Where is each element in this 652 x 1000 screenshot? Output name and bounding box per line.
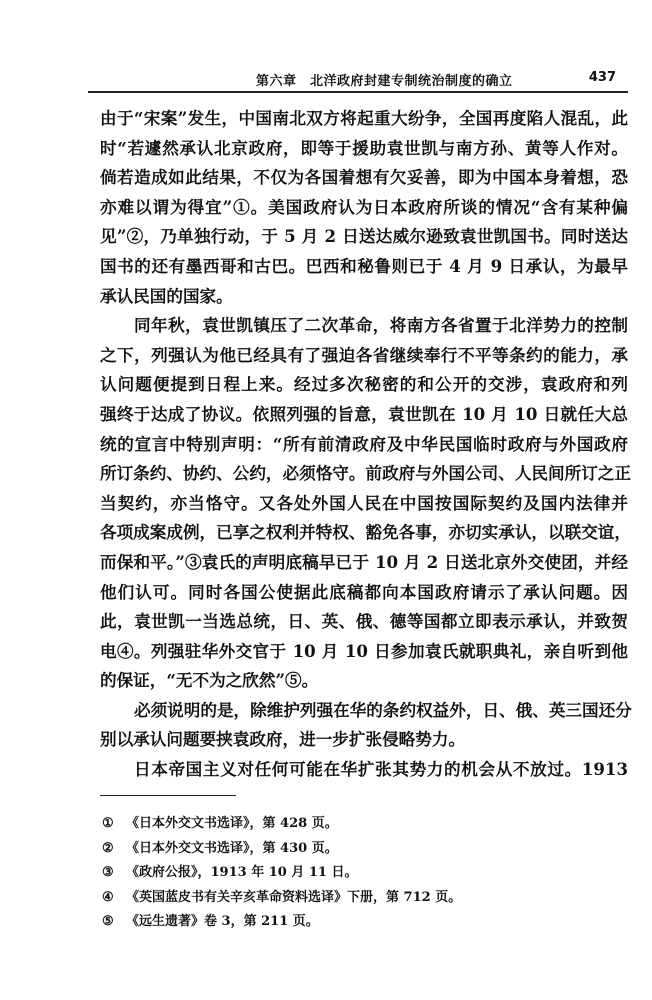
running-header <box>90 68 630 92</box>
text-line: 统的宣言中特别声明：“所有前清政府及中华民国临时政府与外国政府 <box>100 433 628 454</box>
footnote <box>102 837 622 862</box>
body-text <box>100 104 632 785</box>
footnote-text: 《远生遗著》卷 3，第 211 页。 <box>126 914 319 929</box>
text-line: 倘若造成如此结果，不仅为各国着想有欠妥善，即为中国本身着想，恐 <box>100 167 628 188</box>
text-line: 而保和平。”③袁氏的声明底稿早已于 10 月 2 日送北京外交使团，并经 <box>100 551 628 572</box>
text-line: 亦难以谓为得宜”①。美国政府认为日本政府所谈的情况“含有某种偏 <box>100 196 628 217</box>
text-line: 国书的还有墨西哥和古巴。巴西和秘鲁则已于 4 月 9 日承认，为最早 <box>100 255 628 276</box>
text-line: 此，袁世凯一当选总统，日、英、俄、德等国都立即表示承认，并致贺 <box>100 611 628 632</box>
text-line: 各项成案成例，已享之权利并特权、豁免各事，亦切实承认，以联交谊， <box>100 522 631 543</box>
footnote-marker: ③ <box>102 865 114 880</box>
text-line: 时“若遽然承认北京政府，即等于援助袁世凯与南方孙、黄等人作对。 <box>100 137 628 158</box>
page-number: 437 <box>588 70 616 85</box>
text-line: 所订条约、协约、公约，必须恪守。前政府与外国公司、人民间所订之正 <box>100 463 631 484</box>
footnote-text: 《英国蓝皮书有关辛亥革命资料选译》下册，第 712 页。 <box>126 889 462 905</box>
footnote <box>102 812 622 837</box>
footnote-marker: ② <box>102 840 114 856</box>
footnotes <box>102 812 622 935</box>
text-line: 同年秋，袁世凯镇压了二次革命，将南方各省置于北洋势力的控制 <box>134 315 628 336</box>
text-line: 电④。列强驻华外交官于 10 月 10 日参加袁氏就职典礼，亲自听到他 <box>100 640 628 661</box>
text-line: 承认民国的国家。 <box>100 285 233 306</box>
text-line: 之下，列强认为他已经具有了强迫各省继续奉行不平等条约的能力，承 <box>100 344 628 365</box>
footnote-marker: ④ <box>102 889 114 905</box>
text-line: 日本帝国主义对任何可能在华扩张其势力的机会从不放过。1913 <box>134 759 628 780</box>
text-line: 强终于达成了协议。依照列强的旨意，袁世凯在 10 月 10 日就任大总 <box>100 403 628 424</box>
footnote <box>102 910 622 935</box>
header-rule <box>88 91 628 93</box>
footnote-text: 《日本外交文书选译》，第 428 页。 <box>126 816 338 831</box>
footnote-marker: ① <box>102 816 114 831</box>
text-line: 他们认可。同时各国公使据此底稿都向本国政府请示了承认问题。因 <box>100 581 628 602</box>
footnote-text: 《日本外交文书选译》，第 430 页。 <box>126 840 338 856</box>
footnote <box>102 886 622 911</box>
text-line: 别以承认问题要挟袁政府，进一步扩张侵略势力。 <box>100 729 466 750</box>
footnote-rule <box>100 795 236 796</box>
footnote-marker: ⑤ <box>102 914 114 929</box>
footnote <box>102 861 622 886</box>
text-line: 见”②，乃单独行动，于 5 月 2 日送达威尔逊致袁世凯国书。同时送达 <box>100 226 628 247</box>
text-line: 由于“宋案”发生，中国南北双方将起重大纷争，全国再度陷人混乱，此 <box>100 108 628 128</box>
text-line: 认问题便提到日程上来。经过多次秘密的和公开的交涉，袁政府和列 <box>100 374 628 395</box>
footnote-text: 《政府公报》，1913 年 10 月 11 日。 <box>126 865 358 880</box>
text-line: 的保证，“无不为之欣然”⑤。 <box>100 670 319 691</box>
text-line: 必须说明的是，除维护列强在华的条约权益外，日、俄、英三国还分 <box>134 699 632 720</box>
chapter-title: 第六章 北洋政府封建专制统治制度的确立 <box>256 74 513 89</box>
text-line: 当契约，亦当恪守。又各处外国人民在中国按国际契约及国内法律并 <box>100 492 628 513</box>
